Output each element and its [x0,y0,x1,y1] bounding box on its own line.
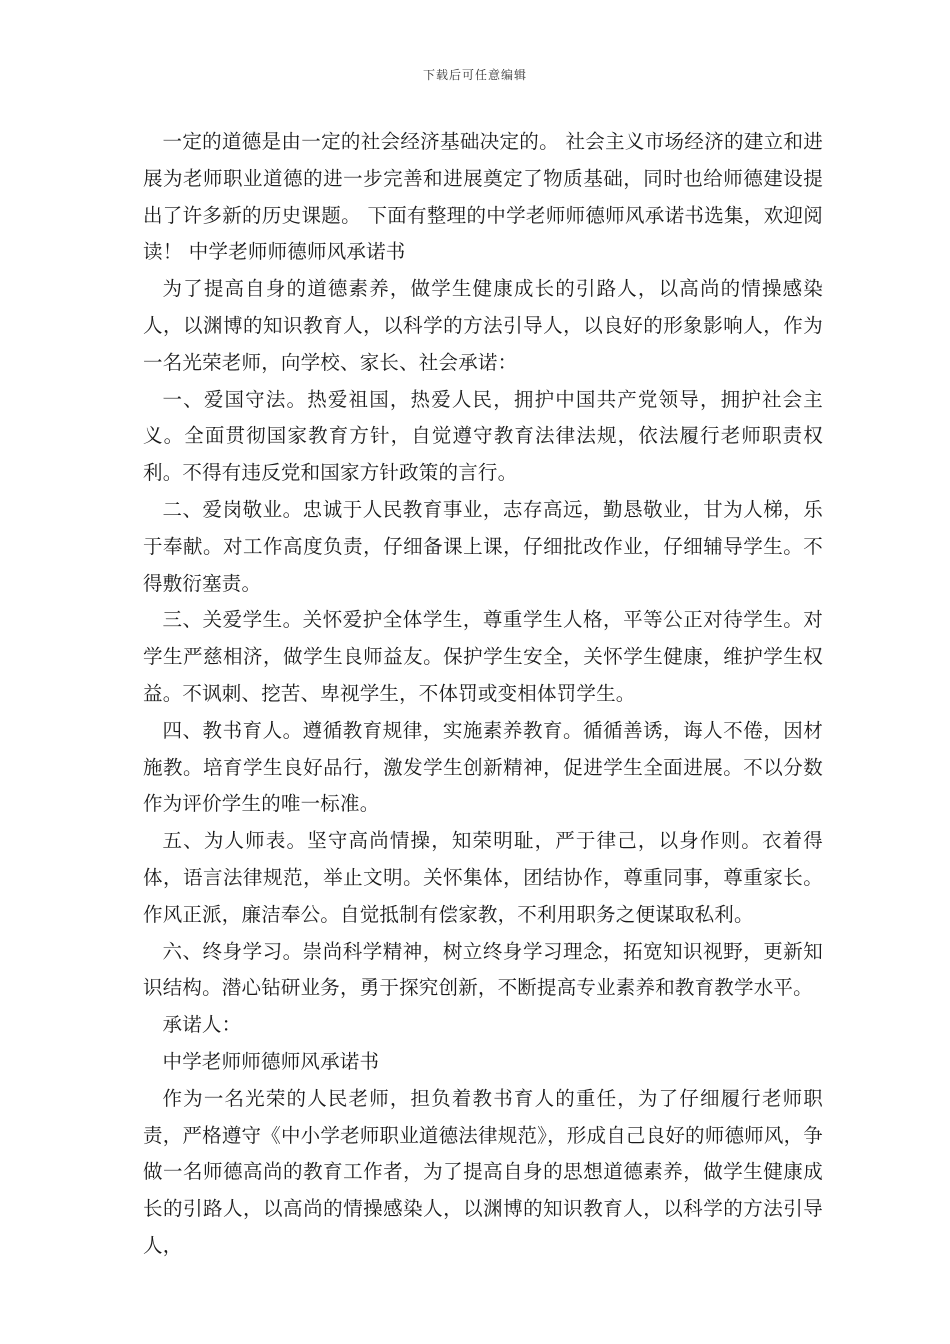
pledge-item-1: 一、爱国守法。热爱祖国，热爱人民，拥护中国共产党领导，拥护社会主义。全面贯彻国家教育方针，自觉遵守教育法律法规，依法履行老师职责权利。不得有违反党和国家方针政策的言行。 [143,387,823,485]
document-body [143,124,823,1265]
intro-paragraph: 一定的道德是由一定的社会经济基础决定的。 社会主义市场经济的建立和进展为老师职业道德的进一步完善和进展奠定了物质基础，同时也给师德建设提出了许多新的历史课题。 下面有整理的中学老师师德师风承诺书选集，欢迎阅读！ 中学老师师德师风承诺书 [143,130,823,264]
pledge-preamble: 为了提高自身的道德素养，做学生健康成长的引路人，以高尚的情操感染人，以渊博的知识教育人，以科学的方法引导人，以良好的形象影响人，作为一名光荣老师，向学校、家长、社会承诺： [143,277,823,374]
section-title: 中学老师师德师风承诺书 [162,1049,380,1073]
second-pledge-paragraph: 作为一名光荣的人民老师，担负着教书育人的重任，为了仔细履行老师职责，严格遵守《中小学老师职业道德法律规范》，形成自己良好的师德师风，争做一名师德高尚的教育工作者，为了提高自身的思想道德素养，做学生健康成长的引路人，以高尚的情操感染人，以渊博的知识教育人，以科学的方法引导人， [143,1086,823,1257]
pledge-item-6: 六、终身学习。崇尚科学精神，树立终身学习理念，拓宽知识视野，更新知识结构。潜心钻研业务，勇于探究创新，不断提高专业素养和教育教学水平。 [143,939,823,1000]
signature-line: 承诺人： [162,1013,242,1037]
pledge-item-2: 二、爱岗敬业。忠诚于人民教育事业，志存高远，勤恳敬业，甘为人梯，乐于奉献。对工作高度负责，仔细备课上课，仔细批改作业，仔细辅导学生。不得敷衍塞责。 [143,497,823,595]
page-header: 下载后可任意编辑 [422,68,527,82]
pledge-item-5: 五、为人师表。坚守高尚情操，知荣明耻，严于律己，以身作则。衣着得体，语言法律规范，举止文明。关怀集体，团结协作，尊重同事，尊重家长。作风正派，廉洁奉公。自觉抵制有偿家教，不利用职务之便谋取私利。 [143,829,823,926]
pledge-item-4: 四、教书育人。遵循教育规律，实施素养教育。循循善诱，诲人不倦，因材施教。培育学生良好品行，激发学生创新精神，促进学生全面进展。不以分数作为评价学生的唯一标准。 [143,718,823,816]
pledge-item-3: 三、关爱学生。关怀爱护全体学生，尊重学生人格，平等公正对待学生。对学生严慈相济，做学生良师益友。保护学生安全，关怀学生健康，维护学生权益。不讽刺、挖苦、卑视学生，不体罚或变相体罚学生。 [143,608,823,705]
